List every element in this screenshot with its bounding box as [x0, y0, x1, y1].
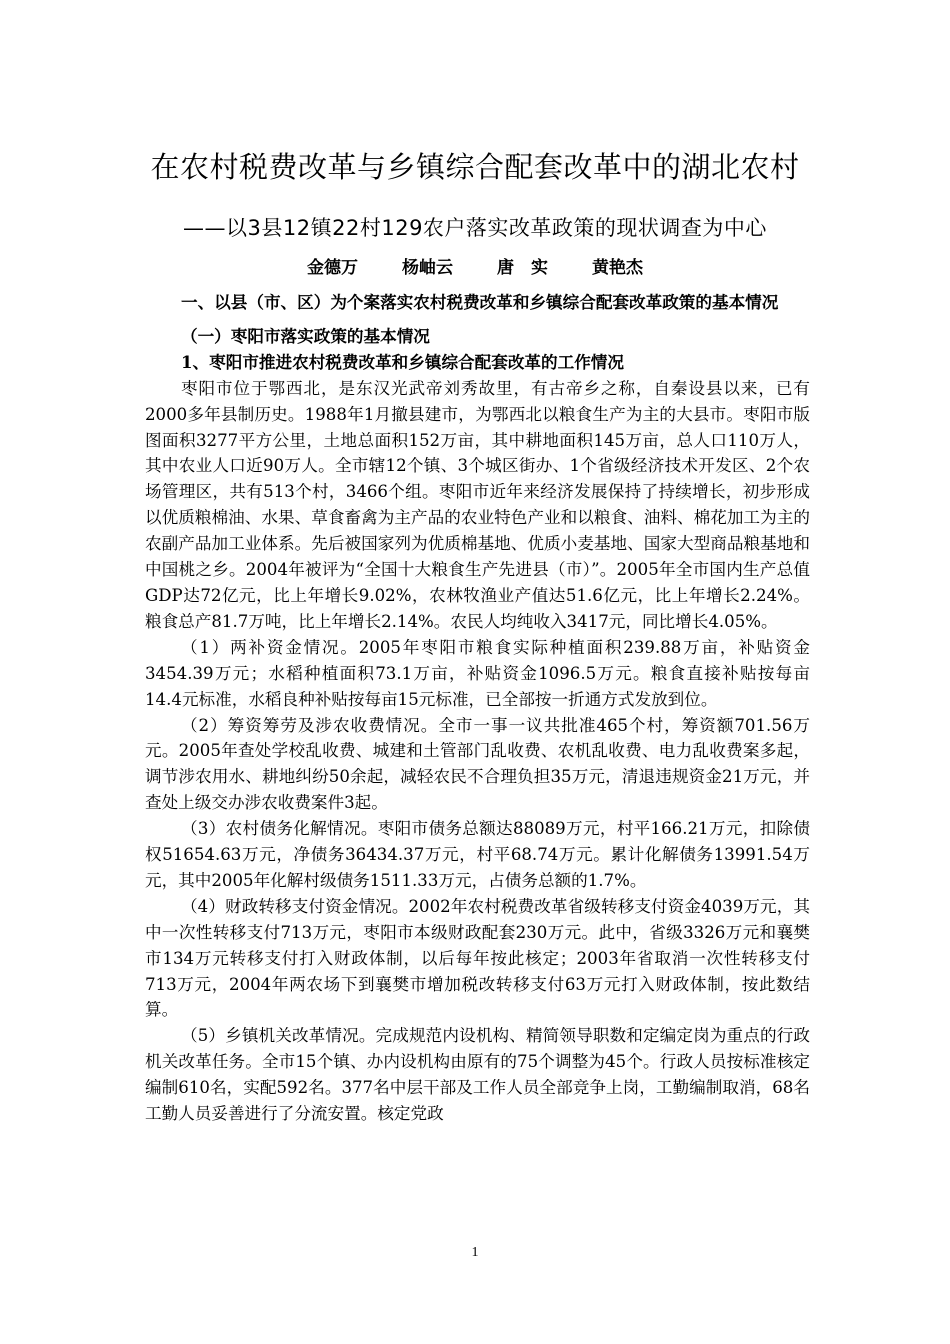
paragraph: （1）两补资金情况。2005年枣阳市粮食实际种植面积239.88万亩，补贴资金3454.39万元；水稻种植面积73.1万亩，补贴资金1096.5万元。粮食直接补贴按每亩14.4元标准，水稻良种补贴按每亩15元标准，已全部按一折通方式发放到位。 [145, 637, 810, 709]
author-list [0, 253, 950, 278]
section-heading: 一、以县（市、区）为个案落实农村税费改革和乡镇综合配套改革政策的基本情况 [181, 292, 779, 312]
page-number: 1 [471, 1245, 479, 1260]
paragraph: （3）农村债务化解情况。枣阳市债务总额达88089万元，村平166.21万元，扣除债权51654.63万元，净债务36434.37万元，村平68.74万元。累计化解债务13991.54万元，其中2005年化解村级债务1511.33万元，占债务总额的1.7%。 [145, 819, 810, 890]
document-body [145, 290, 810, 1127]
paragraph: 枣阳市位于鄂西北，是东汉光武帝刘秀故里，有古帝乡之称，自秦设县以来，已有2000多年县制历史。1988年1月撤县建市，为鄂西北以粮食生产为主的大县市。枣阳市版图面积3277平方公里，土地总面积152万亩，其中耕地面积145万亩，总人口110万人，其中农业人口近90万人。全市辖12个镇、3个城区街办、1个省级经济技术开发区、2个农场管理区，共有513个村，3466个组。枣阳市近年来经济发展保持了持续增长，初步形成以优质粮棉油、水果、草食畜禽为主产品的农业特色产业和以粮食、油料、棉花加工为主的农副产品加工业体系。先后被国家列为优质棉基地、优质小麦基地、国家大型商品粮基地和中国桃之乡。2004年被评为“全国十大粮食生产先进县（市）”。2005年全市国内生产总值GDP达72亿元，比上年增长9.02%，农林牧渔业产值达51.6亿元，比上年增长2.24%。粮食总产81.7万吨，比上年增长2.14%。农民人均纯收入3417元，同比增长4.05%。 [145, 378, 810, 631]
author-name: 唐 实 [497, 258, 548, 278]
subsection-heading: （一）枣阳市落实政策的基本情况 [181, 325, 430, 346]
author-name: 杨岫云 [402, 258, 453, 278]
author-name: 黄艳杰 [592, 258, 643, 278]
document-subtitle: ——以3县12镇22村129农户落实改革政策的现状调查为中心 [183, 216, 767, 240]
author-name: 金德万 [307, 258, 358, 278]
subsubsection-heading: 1、枣阳市推进农村税费改革和乡镇综合配套改革的工作情况 [181, 351, 624, 372]
document-title: 在农村税费改革与乡镇综合配套改革中的湖北农村 [150, 150, 800, 184]
paragraph: （5）乡镇机关改革情况。完成规范内设机构、精简领导职数和定编定岗为重点的行政机关改革任务。全市15个镇、办内设机构由原有的75个调整为45个。行政人员按标准核定编制610名，实配592名。377名中层干部及工作人员全部竞争上岗，工勤编制取消，68名工勤人员妥善进行了分流安置。核定党政 [145, 1026, 810, 1124]
paragraph: （4）财政转移支付资金情况。2002年农村税费改革省级转移支付资金4039万元，其中一次性转移支付713万元，枣阳市本级财政配套230万元。此中，省级3326万元和襄樊市134万元转移支付打入财政体制，以后每年按此核定；2003年省取消一次性转移支付713万元，2004年两农场下到襄樊市增加税改转移支付63万元打入财政体制，按此数结算。 [145, 896, 810, 1020]
paragraph: （2）筹资筹劳及涉农收费情况。全市一事一议共批准465个村，筹资额701.56万元。2005年查处学校乱收费、城建和土管部门乱收费、农机乱收费、电力乱收费案多起，调节涉农用水、耕地纠纷50余起，减轻农民不合理负担35万元，清退违规资金21万元，并查处上级交办涉农收费案件3起。 [145, 715, 810, 813]
